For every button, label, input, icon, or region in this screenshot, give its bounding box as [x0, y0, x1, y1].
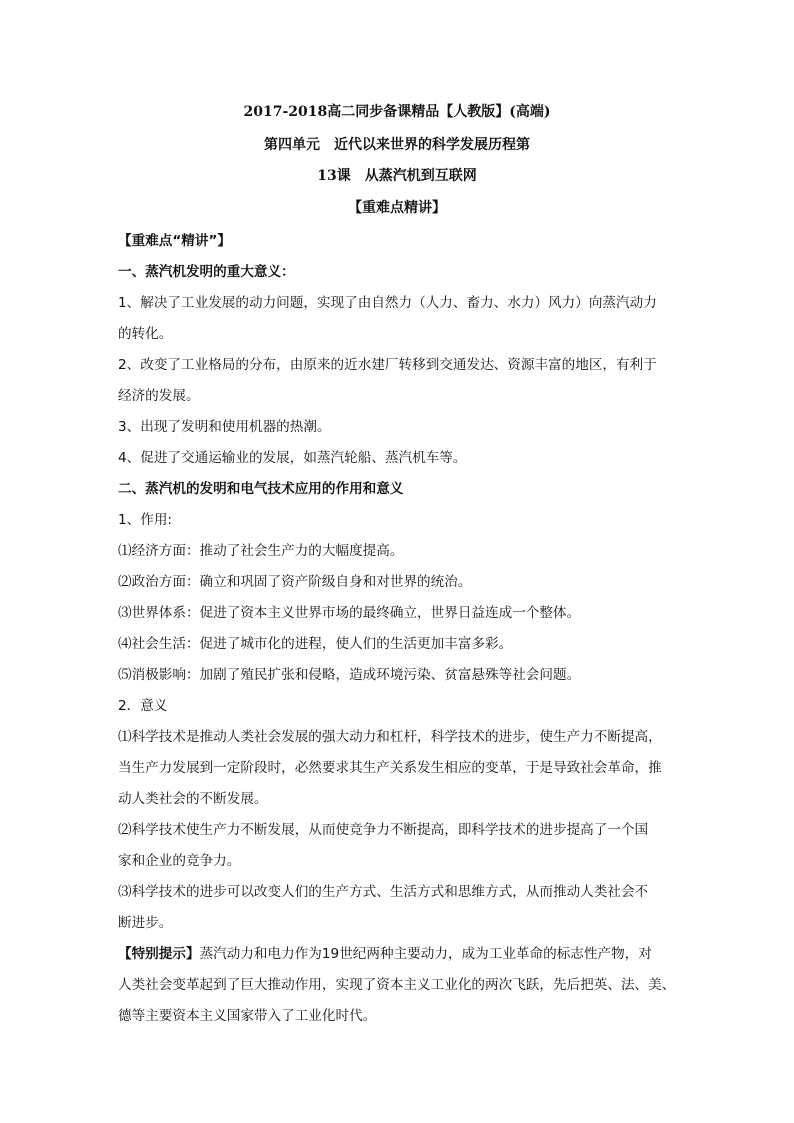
body-text-line: 2．意义 [118, 698, 168, 714]
body-text-line: 经济的发展。 [118, 388, 200, 404]
body-text-line: ⑴经济方面：推动了社会生产力的大幅度提高。 [118, 543, 404, 559]
section-heading: 二、蒸汽机的发明和电气技术应用的作用和意义 [118, 481, 404, 497]
body-text-line: 家和企业的竞争力。 [118, 853, 241, 869]
body-text-line: 1、作用: [118, 512, 173, 528]
special-note-text: 蒸汽动力和电力作为19世纪两种主要动力，成为工业革命的标志性产物，对 [199, 946, 652, 962]
body-text-line: ⑴科学技术是推动人类社会发展的强大动力和杠杆，科学技术的进步，使生产力不断提高， [118, 729, 662, 745]
section-heading: 一、蒸汽机发明的重大意义： [118, 264, 295, 280]
body-text-line: 人类社会变革起到了巨大推动作用，实现了资本主义工业化的两次飞跃，先后把英、法、美、 [118, 977, 676, 993]
body-text-line: 断进步。 [118, 915, 173, 931]
document-body [118, 226, 678, 1032]
body-text-line: ⑶科学技术的进步可以改变人们的生产方式、生活方式和思维方式，从而推动人类社会不 [118, 884, 649, 900]
body-text-line: ⑶世界体系：促进了资本主义世界市场的最终确立，世界日益连成一个整体。 [118, 605, 581, 621]
document-title-line-2: 第四单元 近代以来世界的科学发展历程第 [264, 137, 530, 153]
body-text-line: 的转化。 [118, 326, 173, 342]
special-note-label: 【特别提示】 [118, 946, 200, 962]
body-text-line: ⑷社会生活：促进了城市化的进程，使人们的生活更加丰富多彩。 [118, 636, 513, 652]
section-heading-key-points: 【重难点精讲】 [348, 200, 446, 216]
body-text-line: 当生产力发展到一定阶段时，必然要求其生产关系发生相应的变革，于是导致社会革命，推 [118, 760, 662, 776]
body-text-line: 1、解决了工业发展的动力问题，实现了由自然力（人力、畜力、水力）风力）向蒸汽动力 [118, 295, 657, 311]
document-title-line-1: 2017-2018高二同步备课精品【人教版】(高端) [243, 104, 551, 120]
body-text-line [118, 939, 678, 970]
section-heading: 【重难点“精讲”】 [118, 233, 232, 249]
body-text-line: ⑵政治方面：确立和巩固了资产阶级自身和对世界的统治。 [118, 574, 472, 590]
body-text-line: 4、促进了交通运输业的发展，如蒸汽轮船、蒸汽机车等。 [118, 450, 467, 466]
body-text-line: ⑸消极影响：加剧了殖民扩张和侵略，造成环境污染、贫富悬殊等社会问题。 [118, 667, 581, 683]
body-text-line: 德等主要资本主义国家带入了工业化时代。 [118, 1008, 377, 1024]
body-text-line: 2、改变了工业格局的分布，由原来的近水建厂转移到交通发达、资源丰富的地区，有利于 [118, 357, 657, 373]
body-text-line: 3、出现了发明和使用机器的热潮。 [118, 419, 331, 435]
body-text-line: 动人类社会的不断发展。 [118, 791, 268, 807]
document-title-line-3: 13课 从蒸汽机到互联网 [317, 168, 477, 184]
body-text-line: ⑵科学技术使生产力不断发展，从而使竞争力不断提高，即科学技术的进步提高了一个国 [118, 822, 649, 838]
